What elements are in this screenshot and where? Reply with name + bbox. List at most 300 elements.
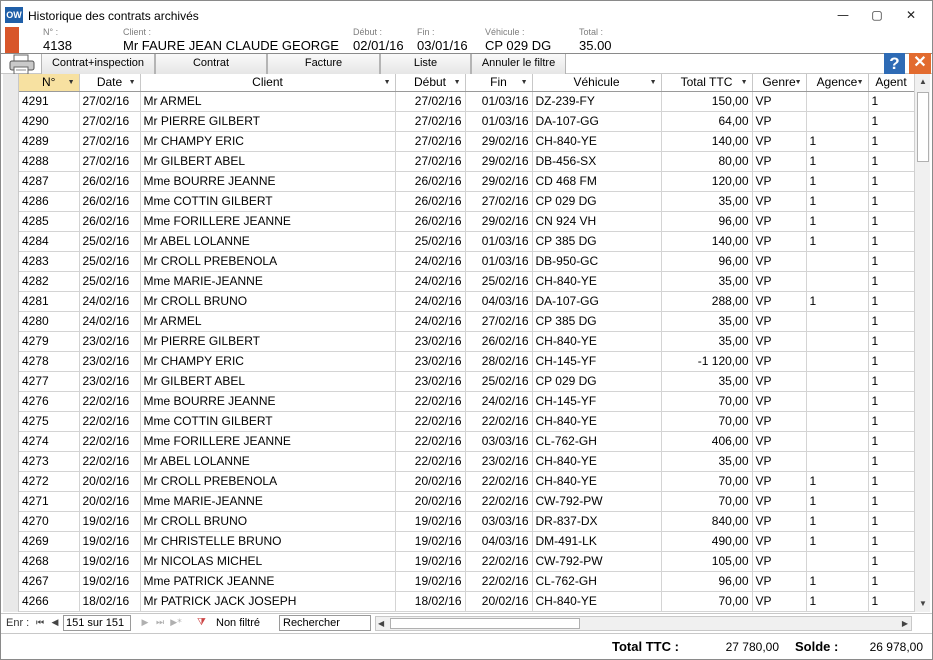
- cell-vehicle[interactable]: CL-762-GH: [532, 431, 661, 451]
- cell-start[interactable]: 26/02/16: [395, 211, 465, 231]
- column-header-total[interactable]: [661, 74, 752, 91]
- cell-total[interactable]: 70,00: [661, 591, 752, 611]
- cell-vehicle[interactable]: DA-107-GG: [532, 111, 661, 131]
- table-row[interactable]: [19, 551, 914, 571]
- cell-total[interactable]: 406,00: [661, 431, 752, 451]
- table-row[interactable]: [19, 191, 914, 211]
- cell-agent[interactable]: 1: [868, 431, 914, 451]
- first-record-icon[interactable]: ⏮: [35, 618, 45, 628]
- cell-client[interactable]: Mr CROLL BRUNO: [140, 511, 395, 531]
- cell-genre[interactable]: VP: [752, 231, 806, 251]
- cell-number[interactable]: 4285: [19, 211, 79, 231]
- table-row[interactable]: [19, 291, 914, 311]
- cell-total[interactable]: 70,00: [661, 411, 752, 431]
- sort-arrow-icon[interactable]: ▼: [794, 79, 802, 86]
- cell-agent[interactable]: 1: [868, 91, 914, 111]
- cell-vehicle[interactable]: CH-840-YE: [532, 591, 661, 611]
- cell-start[interactable]: 26/02/16: [395, 171, 465, 191]
- table-row[interactable]: [19, 591, 914, 611]
- sort-arrow-icon[interactable]: ▼: [740, 79, 748, 86]
- cell-start[interactable]: 24/02/16: [395, 251, 465, 271]
- cell-end[interactable]: 28/02/16: [465, 351, 532, 371]
- cell-genre[interactable]: VP: [752, 191, 806, 211]
- cell-agent[interactable]: 1: [868, 111, 914, 131]
- cell-agency[interactable]: [806, 351, 868, 371]
- cell-genre[interactable]: VP: [752, 271, 806, 291]
- contract-button[interactable]: Contrat: [155, 54, 267, 74]
- cell-client[interactable]: Mr CROLL PREBENOLA: [140, 251, 395, 271]
- cell-client[interactable]: Mr CROLL PREBENOLA: [140, 471, 395, 491]
- cell-number[interactable]: 4271: [19, 491, 79, 511]
- cell-end[interactable]: 03/03/16: [465, 511, 532, 531]
- cell-agent[interactable]: 1: [868, 571, 914, 591]
- cell-agent[interactable]: 1: [868, 271, 914, 291]
- cell-end[interactable]: 29/02/16: [465, 151, 532, 171]
- cell-agent[interactable]: 1: [868, 231, 914, 251]
- cell-date[interactable]: 22/02/16: [79, 391, 140, 411]
- cell-start[interactable]: 22/02/16: [395, 451, 465, 471]
- cell-vehicle[interactable]: CP 029 DG: [532, 371, 661, 391]
- cell-agency[interactable]: 1: [806, 591, 868, 611]
- cell-total[interactable]: 35,00: [661, 331, 752, 351]
- cell-date[interactable]: 27/02/16: [79, 131, 140, 151]
- cell-total[interactable]: 140,00: [661, 231, 752, 251]
- cell-vehicle[interactable]: CN 924 VH: [532, 211, 661, 231]
- cell-end[interactable]: 03/03/16: [465, 431, 532, 451]
- cell-number[interactable]: 4282: [19, 271, 79, 291]
- cell-vehicle[interactable]: DM-491-LK: [532, 531, 661, 551]
- table-row[interactable]: [19, 91, 914, 111]
- table-row[interactable]: [19, 231, 914, 251]
- cell-date[interactable]: 23/02/16: [79, 351, 140, 371]
- table-row[interactable]: [19, 331, 914, 351]
- cell-agency[interactable]: [806, 551, 868, 571]
- cell-agency[interactable]: [806, 91, 868, 111]
- cell-vehicle[interactable]: CH-840-YE: [532, 271, 661, 291]
- cell-genre[interactable]: VP: [752, 551, 806, 571]
- cell-start[interactable]: 19/02/16: [395, 511, 465, 531]
- cell-genre[interactable]: VP: [752, 491, 806, 511]
- cell-end[interactable]: 04/03/16: [465, 291, 532, 311]
- scroll-down-icon[interactable]: ▼: [919, 599, 927, 608]
- invoice-button[interactable]: Facture: [267, 54, 380, 74]
- cell-genre[interactable]: VP: [752, 591, 806, 611]
- column-header-start[interactable]: [395, 74, 465, 91]
- cell-agency[interactable]: 1: [806, 291, 868, 311]
- cell-number[interactable]: 4287: [19, 171, 79, 191]
- table-row[interactable]: [19, 171, 914, 191]
- cell-number[interactable]: 4291: [19, 91, 79, 111]
- cell-agent[interactable]: 1: [868, 451, 914, 471]
- cell-number[interactable]: 4288: [19, 151, 79, 171]
- cell-date[interactable]: 24/02/16: [79, 311, 140, 331]
- cell-start[interactable]: 23/02/16: [395, 331, 465, 351]
- cell-vehicle[interactable]: CP 029 DG: [532, 191, 661, 211]
- cell-number[interactable]: 4277: [19, 371, 79, 391]
- record-position-field[interactable]: 151 sur 151: [63, 615, 131, 631]
- cell-agency[interactable]: [806, 331, 868, 351]
- cell-number[interactable]: 4280: [19, 311, 79, 331]
- cell-genre[interactable]: VP: [752, 171, 806, 191]
- cell-date[interactable]: 19/02/16: [79, 551, 140, 571]
- cell-genre[interactable]: VP: [752, 571, 806, 591]
- cell-date[interactable]: 19/02/16: [79, 531, 140, 551]
- cell-number[interactable]: 4274: [19, 431, 79, 451]
- cell-agent[interactable]: 1: [868, 411, 914, 431]
- cell-number[interactable]: 4290: [19, 111, 79, 131]
- cell-genre[interactable]: VP: [752, 531, 806, 551]
- table-row[interactable]: [19, 491, 914, 511]
- cell-date[interactable]: 25/02/16: [79, 231, 140, 251]
- cell-vehicle[interactable]: CW-792-PW: [532, 551, 661, 571]
- cell-genre[interactable]: VP: [752, 411, 806, 431]
- cell-agent[interactable]: 1: [868, 211, 914, 231]
- cell-end[interactable]: 04/03/16: [465, 531, 532, 551]
- cell-vehicle[interactable]: DB-456-SX: [532, 151, 661, 171]
- cell-total[interactable]: 35,00: [661, 311, 752, 331]
- cell-number[interactable]: 4272: [19, 471, 79, 491]
- cell-client[interactable]: Mme FORILLERE JEANNE: [140, 431, 395, 451]
- cell-end[interactable]: 29/02/16: [465, 171, 532, 191]
- cell-start[interactable]: 19/02/16: [395, 571, 465, 591]
- table-row[interactable]: [19, 251, 914, 271]
- previous-record-icon[interactable]: ◀: [51, 618, 59, 628]
- cell-end[interactable]: 29/02/16: [465, 131, 532, 151]
- cell-agency[interactable]: [806, 451, 868, 471]
- cell-client[interactable]: Mr NICOLAS MICHEL: [140, 551, 395, 571]
- cell-vehicle[interactable]: DB-950-GC: [532, 251, 661, 271]
- cell-start[interactable]: 22/02/16: [395, 391, 465, 411]
- cell-client[interactable]: Mme MARIE-JEANNE: [140, 491, 395, 511]
- cell-start[interactable]: 22/02/16: [395, 431, 465, 451]
- cell-total[interactable]: 288,00: [661, 291, 752, 311]
- cell-number[interactable]: 4267: [19, 571, 79, 591]
- cell-genre[interactable]: VP: [752, 451, 806, 471]
- cell-date[interactable]: 19/02/16: [79, 511, 140, 531]
- cell-number[interactable]: 4289: [19, 131, 79, 151]
- cell-agency[interactable]: [806, 371, 868, 391]
- table-row[interactable]: [19, 511, 914, 531]
- cell-client[interactable]: Mr CHAMPY ERIC: [140, 351, 395, 371]
- vertical-scrollbar[interactable]: [914, 74, 930, 612]
- cell-agency[interactable]: 1: [806, 131, 868, 151]
- cell-start[interactable]: 25/02/16: [395, 231, 465, 251]
- cell-start[interactable]: 22/02/16: [395, 411, 465, 431]
- cell-agency[interactable]: [806, 311, 868, 331]
- cell-number[interactable]: 4268: [19, 551, 79, 571]
- cell-total[interactable]: 64,00: [661, 111, 752, 131]
- record-selector-column[interactable]: [3, 74, 19, 612]
- table-row[interactable]: [19, 471, 914, 491]
- cell-genre[interactable]: VP: [752, 311, 806, 331]
- sort-arrow-icon[interactable]: ▼: [453, 79, 461, 86]
- next-record-icon[interactable]: ▶: [141, 618, 149, 628]
- cell-agent[interactable]: 1: [868, 491, 914, 511]
- scroll-thumb[interactable]: [917, 92, 929, 162]
- cell-date[interactable]: 18/02/16: [79, 591, 140, 611]
- cell-genre[interactable]: VP: [752, 471, 806, 491]
- sort-arrow-icon[interactable]: ▼: [383, 79, 391, 86]
- cell-vehicle[interactable]: CL-762-GH: [532, 571, 661, 591]
- cell-agent[interactable]: 1: [868, 591, 914, 611]
- cell-agent[interactable]: 1: [868, 531, 914, 551]
- cell-start[interactable]: 23/02/16: [395, 371, 465, 391]
- cell-date[interactable]: 26/02/16: [79, 211, 140, 231]
- cell-client[interactable]: Mr ARMEL: [140, 91, 395, 111]
- cell-client[interactable]: Mr ABEL LOLANNE: [140, 451, 395, 471]
- search-input[interactable]: Rechercher: [279, 615, 371, 631]
- filter-icon[interactable]: ⧩: [197, 617, 206, 628]
- cell-number[interactable]: 4284: [19, 231, 79, 251]
- cell-client[interactable]: Mr GILBERT ABEL: [140, 371, 395, 391]
- cell-vehicle[interactable]: CH-145-YF: [532, 391, 661, 411]
- cell-date[interactable]: 25/02/16: [79, 251, 140, 271]
- cell-end[interactable]: 24/02/16: [465, 391, 532, 411]
- cell-client[interactable]: Mme COTTIN GILBERT: [140, 191, 395, 211]
- cell-start[interactable]: 24/02/16: [395, 271, 465, 291]
- cell-agent[interactable]: 1: [868, 471, 914, 491]
- cell-agency[interactable]: 1: [806, 151, 868, 171]
- cell-vehicle[interactable]: DZ-239-FY: [532, 91, 661, 111]
- cell-agency[interactable]: 1: [806, 171, 868, 191]
- cell-client[interactable]: Mme BOURRE JEANNE: [140, 171, 395, 191]
- cell-total[interactable]: 35,00: [661, 451, 752, 471]
- cell-total[interactable]: 840,00: [661, 511, 752, 531]
- close-form-button[interactable]: ✕: [909, 53, 931, 74]
- cell-total[interactable]: 70,00: [661, 491, 752, 511]
- column-header-genre[interactable]: [752, 74, 806, 91]
- cell-client[interactable]: Mr PATRICK JACK JOSEPH: [140, 591, 395, 611]
- cell-genre[interactable]: VP: [752, 371, 806, 391]
- cell-agency[interactable]: 1: [806, 211, 868, 231]
- close-window-button[interactable]: ✕: [905, 8, 917, 22]
- cell-agent[interactable]: 1: [868, 371, 914, 391]
- column-header-date[interactable]: [79, 74, 140, 91]
- cell-genre[interactable]: VP: [752, 91, 806, 111]
- cell-client[interactable]: Mme MARIE-JEANNE: [140, 271, 395, 291]
- cell-start[interactable]: 18/02/16: [395, 591, 465, 611]
- cell-end[interactable]: 22/02/16: [465, 471, 532, 491]
- cell-start[interactable]: 23/02/16: [395, 351, 465, 371]
- cell-date[interactable]: 22/02/16: [79, 431, 140, 451]
- cell-total[interactable]: -1 120,00: [661, 351, 752, 371]
- list-button[interactable]: Liste: [380, 54, 471, 74]
- cell-total[interactable]: 35,00: [661, 371, 752, 391]
- cell-total[interactable]: 80,00: [661, 151, 752, 171]
- cell-vehicle[interactable]: CH-840-YE: [532, 331, 661, 351]
- cell-genre[interactable]: VP: [752, 391, 806, 411]
- cell-date[interactable]: 22/02/16: [79, 411, 140, 431]
- cell-end[interactable]: 27/02/16: [465, 191, 532, 211]
- cell-genre[interactable]: VP: [752, 151, 806, 171]
- cell-total[interactable]: 105,00: [661, 551, 752, 571]
- cell-genre[interactable]: VP: [752, 351, 806, 371]
- cell-agency[interactable]: [806, 391, 868, 411]
- table-row[interactable]: [19, 431, 914, 451]
- cell-number[interactable]: 4276: [19, 391, 79, 411]
- cell-total[interactable]: 35,00: [661, 271, 752, 291]
- cell-start[interactable]: 24/02/16: [395, 311, 465, 331]
- cell-client[interactable]: Mme BOURRE JEANNE: [140, 391, 395, 411]
- cell-agency[interactable]: [806, 111, 868, 131]
- cell-date[interactable]: 20/02/16: [79, 471, 140, 491]
- cell-end[interactable]: 01/03/16: [465, 231, 532, 251]
- cell-client[interactable]: Mr CROLL BRUNO: [140, 291, 395, 311]
- cell-date[interactable]: 25/02/16: [79, 271, 140, 291]
- cell-start[interactable]: 20/02/16: [395, 491, 465, 511]
- cell-date[interactable]: 26/02/16: [79, 171, 140, 191]
- cell-number[interactable]: 4270: [19, 511, 79, 531]
- cell-end[interactable]: 29/02/16: [465, 211, 532, 231]
- last-record-icon[interactable]: ⏭: [155, 618, 165, 628]
- filter-status[interactable]: Non filtré: [216, 617, 261, 629]
- cell-agent[interactable]: 1: [868, 151, 914, 171]
- cell-client[interactable]: Mr GILBERT ABEL: [140, 151, 395, 171]
- cell-genre[interactable]: VP: [752, 331, 806, 351]
- cell-agent[interactable]: 1: [868, 391, 914, 411]
- cell-vehicle[interactable]: CH-840-YE: [532, 411, 661, 431]
- cell-start[interactable]: 27/02/16: [395, 151, 465, 171]
- cell-client[interactable]: Mme COTTIN GILBERT: [140, 411, 395, 431]
- cell-number[interactable]: 4273: [19, 451, 79, 471]
- column-header-agent[interactable]: [868, 74, 914, 91]
- cancel-filter-button[interactable]: Annuler le filtre: [471, 54, 566, 74]
- cell-agent[interactable]: 1: [868, 331, 914, 351]
- cell-agency[interactable]: [806, 411, 868, 431]
- cell-date[interactable]: 22/02/16: [79, 451, 140, 471]
- table-row[interactable]: [19, 111, 914, 131]
- cell-end[interactable]: 25/02/16: [465, 371, 532, 391]
- table-row[interactable]: [19, 271, 914, 291]
- cell-number[interactable]: 4279: [19, 331, 79, 351]
- cell-vehicle[interactable]: CP 385 DG: [532, 231, 661, 251]
- table-row[interactable]: [19, 411, 914, 431]
- column-header-client[interactable]: [140, 74, 395, 91]
- cell-total[interactable]: 120,00: [661, 171, 752, 191]
- cell-start[interactable]: 27/02/16: [395, 91, 465, 111]
- cell-agent[interactable]: 1: [868, 251, 914, 271]
- help-button[interactable]: ?: [884, 53, 905, 74]
- cell-total[interactable]: 96,00: [661, 251, 752, 271]
- table-row[interactable]: [19, 391, 914, 411]
- column-header-vehicle[interactable]: [532, 74, 661, 91]
- printer-icon[interactable]: [8, 54, 38, 75]
- table-row[interactable]: [19, 151, 914, 171]
- cell-number[interactable]: 4278: [19, 351, 79, 371]
- cell-agent[interactable]: 1: [868, 191, 914, 211]
- cell-genre[interactable]: VP: [752, 251, 806, 271]
- cell-client[interactable]: Mr PIERRE GILBERT: [140, 331, 395, 351]
- cell-agency[interactable]: [806, 431, 868, 451]
- cell-end[interactable]: 22/02/16: [465, 491, 532, 511]
- cell-end[interactable]: 26/02/16: [465, 331, 532, 351]
- scroll-left-icon[interactable]: ◀: [378, 619, 385, 628]
- table-row[interactable]: [19, 451, 914, 471]
- cell-date[interactable]: 23/02/16: [79, 331, 140, 351]
- cell-date[interactable]: 19/02/16: [79, 571, 140, 591]
- cell-start[interactable]: 24/02/16: [395, 291, 465, 311]
- cell-total[interactable]: 140,00: [661, 131, 752, 151]
- cell-date[interactable]: 27/02/16: [79, 111, 140, 131]
- cell-genre[interactable]: VP: [752, 211, 806, 231]
- cell-number[interactable]: 4275: [19, 411, 79, 431]
- cell-vehicle[interactable]: DR-837-DX: [532, 511, 661, 531]
- cell-start[interactable]: 19/02/16: [395, 551, 465, 571]
- cell-end[interactable]: 22/02/16: [465, 551, 532, 571]
- cell-genre[interactable]: VP: [752, 431, 806, 451]
- column-header-end[interactable]: [465, 74, 532, 91]
- new-record-icon[interactable]: ▶*: [170, 618, 182, 628]
- cell-end[interactable]: 27/02/16: [465, 311, 532, 331]
- cell-total[interactable]: 70,00: [661, 471, 752, 491]
- table-row[interactable]: [19, 131, 914, 151]
- cell-end[interactable]: 23/02/16: [465, 451, 532, 471]
- cell-genre[interactable]: VP: [752, 511, 806, 531]
- cell-start[interactable]: 26/02/16: [395, 191, 465, 211]
- cell-end[interactable]: 20/02/16: [465, 591, 532, 611]
- sort-arrow-icon[interactable]: ▼: [67, 79, 75, 86]
- cell-agency[interactable]: 1: [806, 511, 868, 531]
- sort-arrow-icon[interactable]: ▼: [520, 79, 528, 86]
- cell-agency[interactable]: 1: [806, 231, 868, 251]
- cell-vehicle[interactable]: CH-840-YE: [532, 471, 661, 491]
- cell-date[interactable]: 20/02/16: [79, 491, 140, 511]
- cell-end[interactable]: 01/03/16: [465, 251, 532, 271]
- cell-genre[interactable]: VP: [752, 291, 806, 311]
- cell-vehicle[interactable]: DA-107-GG: [532, 291, 661, 311]
- cell-genre[interactable]: VP: [752, 131, 806, 151]
- cell-total[interactable]: 35,00: [661, 191, 752, 211]
- cell-vehicle[interactable]: CD 468 FM: [532, 171, 661, 191]
- cell-vehicle[interactable]: CH-840-YE: [532, 131, 661, 151]
- cell-total[interactable]: 490,00: [661, 531, 752, 551]
- cell-client[interactable]: Mr PIERRE GILBERT: [140, 111, 395, 131]
- horizontal-scrollbar[interactable]: [375, 616, 912, 631]
- cell-vehicle[interactable]: CH-145-YF: [532, 351, 661, 371]
- cell-end[interactable]: 25/02/16: [465, 271, 532, 291]
- minimize-button[interactable]: —: [837, 8, 849, 22]
- cell-start[interactable]: 27/02/16: [395, 131, 465, 151]
- cell-client[interactable]: Mr CHAMPY ERIC: [140, 131, 395, 151]
- cell-number[interactable]: 4269: [19, 531, 79, 551]
- cell-agency[interactable]: [806, 251, 868, 271]
- cell-agency[interactable]: 1: [806, 491, 868, 511]
- cell-end[interactable]: 22/02/16: [465, 411, 532, 431]
- cell-vehicle[interactable]: CW-792-PW: [532, 491, 661, 511]
- scroll-up-icon[interactable]: ▲: [919, 77, 927, 86]
- cell-date[interactable]: 27/02/16: [79, 151, 140, 171]
- cell-agent[interactable]: 1: [868, 291, 914, 311]
- cell-agency[interactable]: 1: [806, 191, 868, 211]
- table-row[interactable]: [19, 531, 914, 551]
- cell-client[interactable]: Mr ABEL LOLANNE: [140, 231, 395, 251]
- cell-total[interactable]: 96,00: [661, 571, 752, 591]
- cell-vehicle[interactable]: CH-840-YE: [532, 451, 661, 471]
- cell-agent[interactable]: 1: [868, 551, 914, 571]
- sort-arrow-icon[interactable]: ▼: [856, 79, 864, 86]
- cell-number[interactable]: 4266: [19, 591, 79, 611]
- cell-agency[interactable]: 1: [806, 531, 868, 551]
- cell-agency[interactable]: 1: [806, 571, 868, 591]
- cell-start[interactable]: 20/02/16: [395, 471, 465, 491]
- cell-agent[interactable]: 1: [868, 351, 914, 371]
- cell-client[interactable]: Mr ARMEL: [140, 311, 395, 331]
- restore-button[interactable]: ▢: [871, 8, 883, 22]
- table-row[interactable]: [19, 351, 914, 371]
- table-row[interactable]: [19, 211, 914, 231]
- scroll-right-icon[interactable]: ▶: [901, 619, 908, 628]
- cell-agent[interactable]: 1: [868, 311, 914, 331]
